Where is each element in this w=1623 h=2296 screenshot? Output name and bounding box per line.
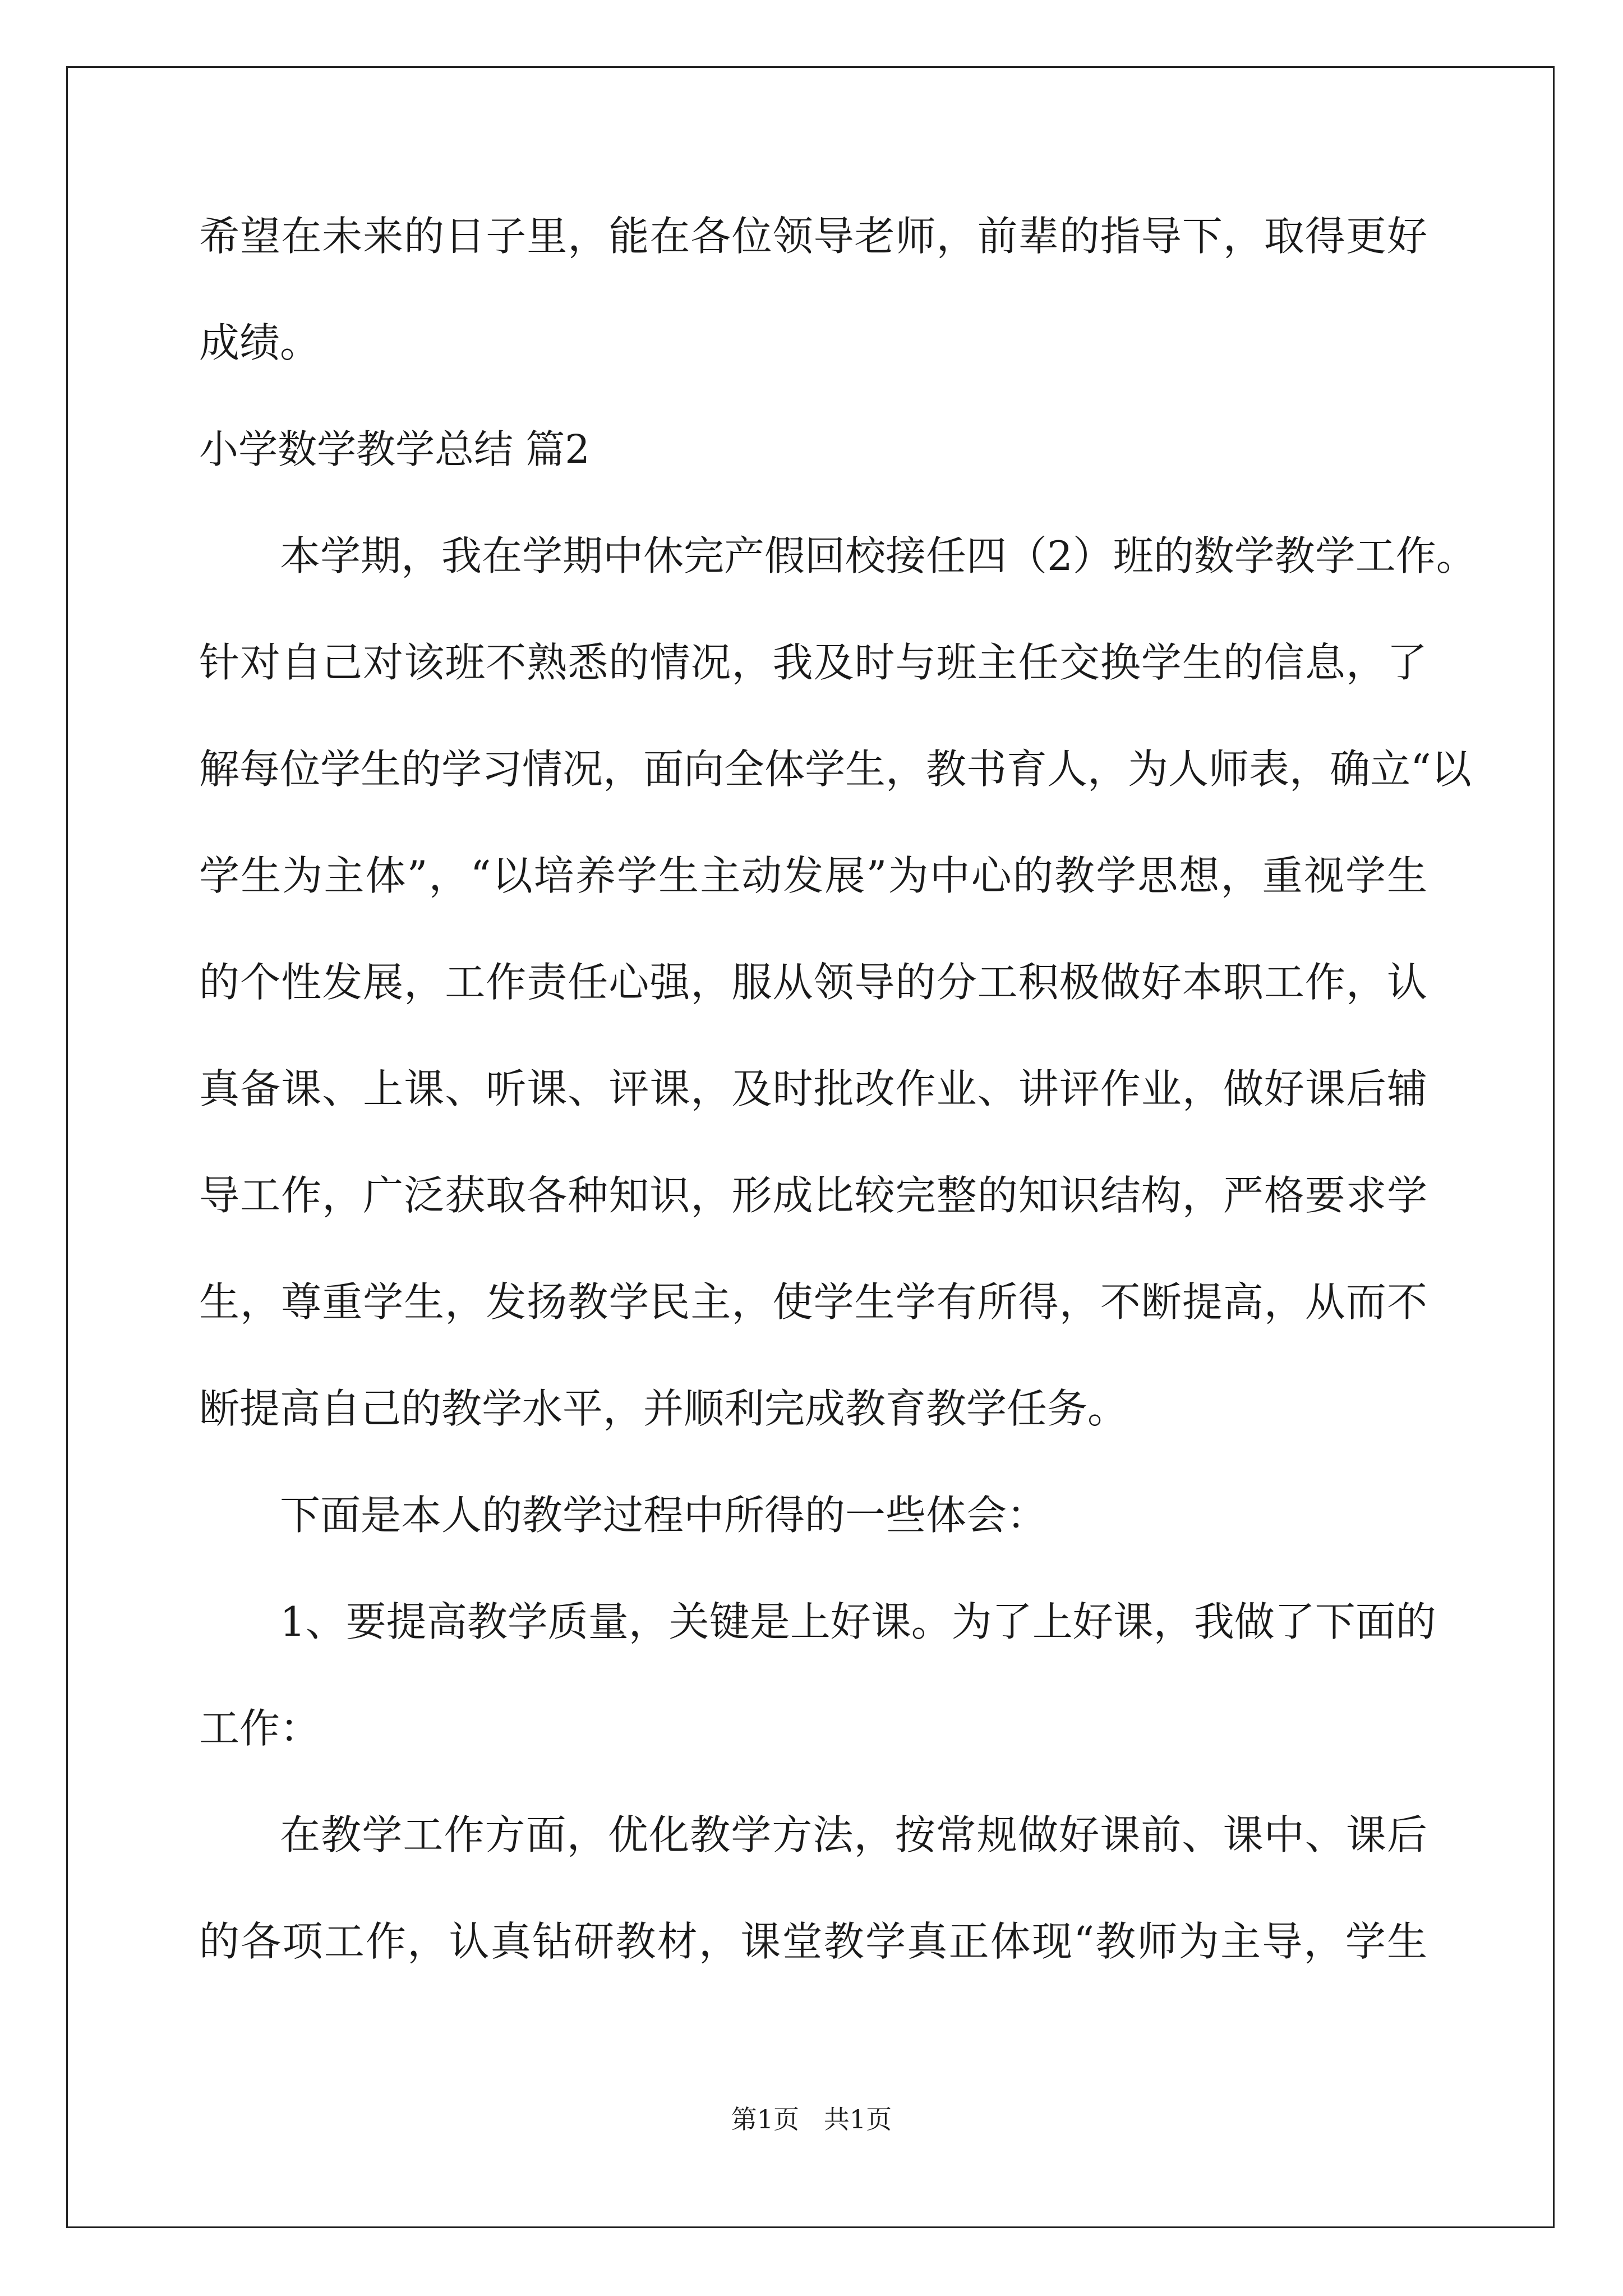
text-line: 1、要提高教学质量，关键是上好课。为了上好课，我做了下面的 bbox=[280, 1598, 1436, 1645]
text-line: 成绩。 bbox=[199, 319, 321, 366]
text-line: 下面是本人的教学过程中所得的一些体会： bbox=[280, 1492, 1048, 1539]
text-line: 在教学工作方面，优化教学方法，按常规做好课前、课中、课后 bbox=[280, 1811, 1427, 1858]
text-line: 断提高自己的教学水平，并顺利完成教育教学任务。 bbox=[199, 1385, 1128, 1432]
text-line: 生，尊重学生，发扬教学民主，使学生学有所得，不断提高，从而不 bbox=[199, 1278, 1427, 1326]
page-number-footer: 第1页 共1页 bbox=[731, 2104, 892, 2134]
text-line: 真备课、上课、听课、评课，及时批改作业、讲评作业，做好课后辅 bbox=[199, 1065, 1427, 1112]
text-line: 导工作，广泛获取各种知识，形成比较完整的知识结构，严格要求学 bbox=[199, 1172, 1427, 1219]
text-line: 的个性发展，工作责任心强，服从领导的分工积极做好本职工作，认 bbox=[199, 959, 1427, 1006]
text-line: 本学期，我在学期中休完产假回校接任四（2）班的数学教学工作。 bbox=[280, 532, 1477, 579]
text-line: 解每位学生的学习情况，面向全体学生，教书育人，为人师表，确立“以 bbox=[199, 746, 1472, 793]
text-line: 希望在未来的日子里，能在各位领导老师，前辈的指导下，取得更好 bbox=[199, 213, 1427, 260]
text-line: 工作： bbox=[199, 1705, 321, 1752]
text-line: 学生为主体”，“以培养学生主动发展”为中心的教学思想，重视学生 bbox=[199, 852, 1427, 899]
section-heading: 小学数学教学总结 篇2 bbox=[199, 426, 590, 472]
text-line: 的各项工作，认真钻研教材，课堂教学真正体现“教师为主导，学生 bbox=[199, 1918, 1427, 1965]
text-line: 针对自己对该班不熟悉的情况，我及时与班主任交换学生的信息，了 bbox=[199, 639, 1427, 686]
document-body bbox=[199, 213, 1477, 2028]
